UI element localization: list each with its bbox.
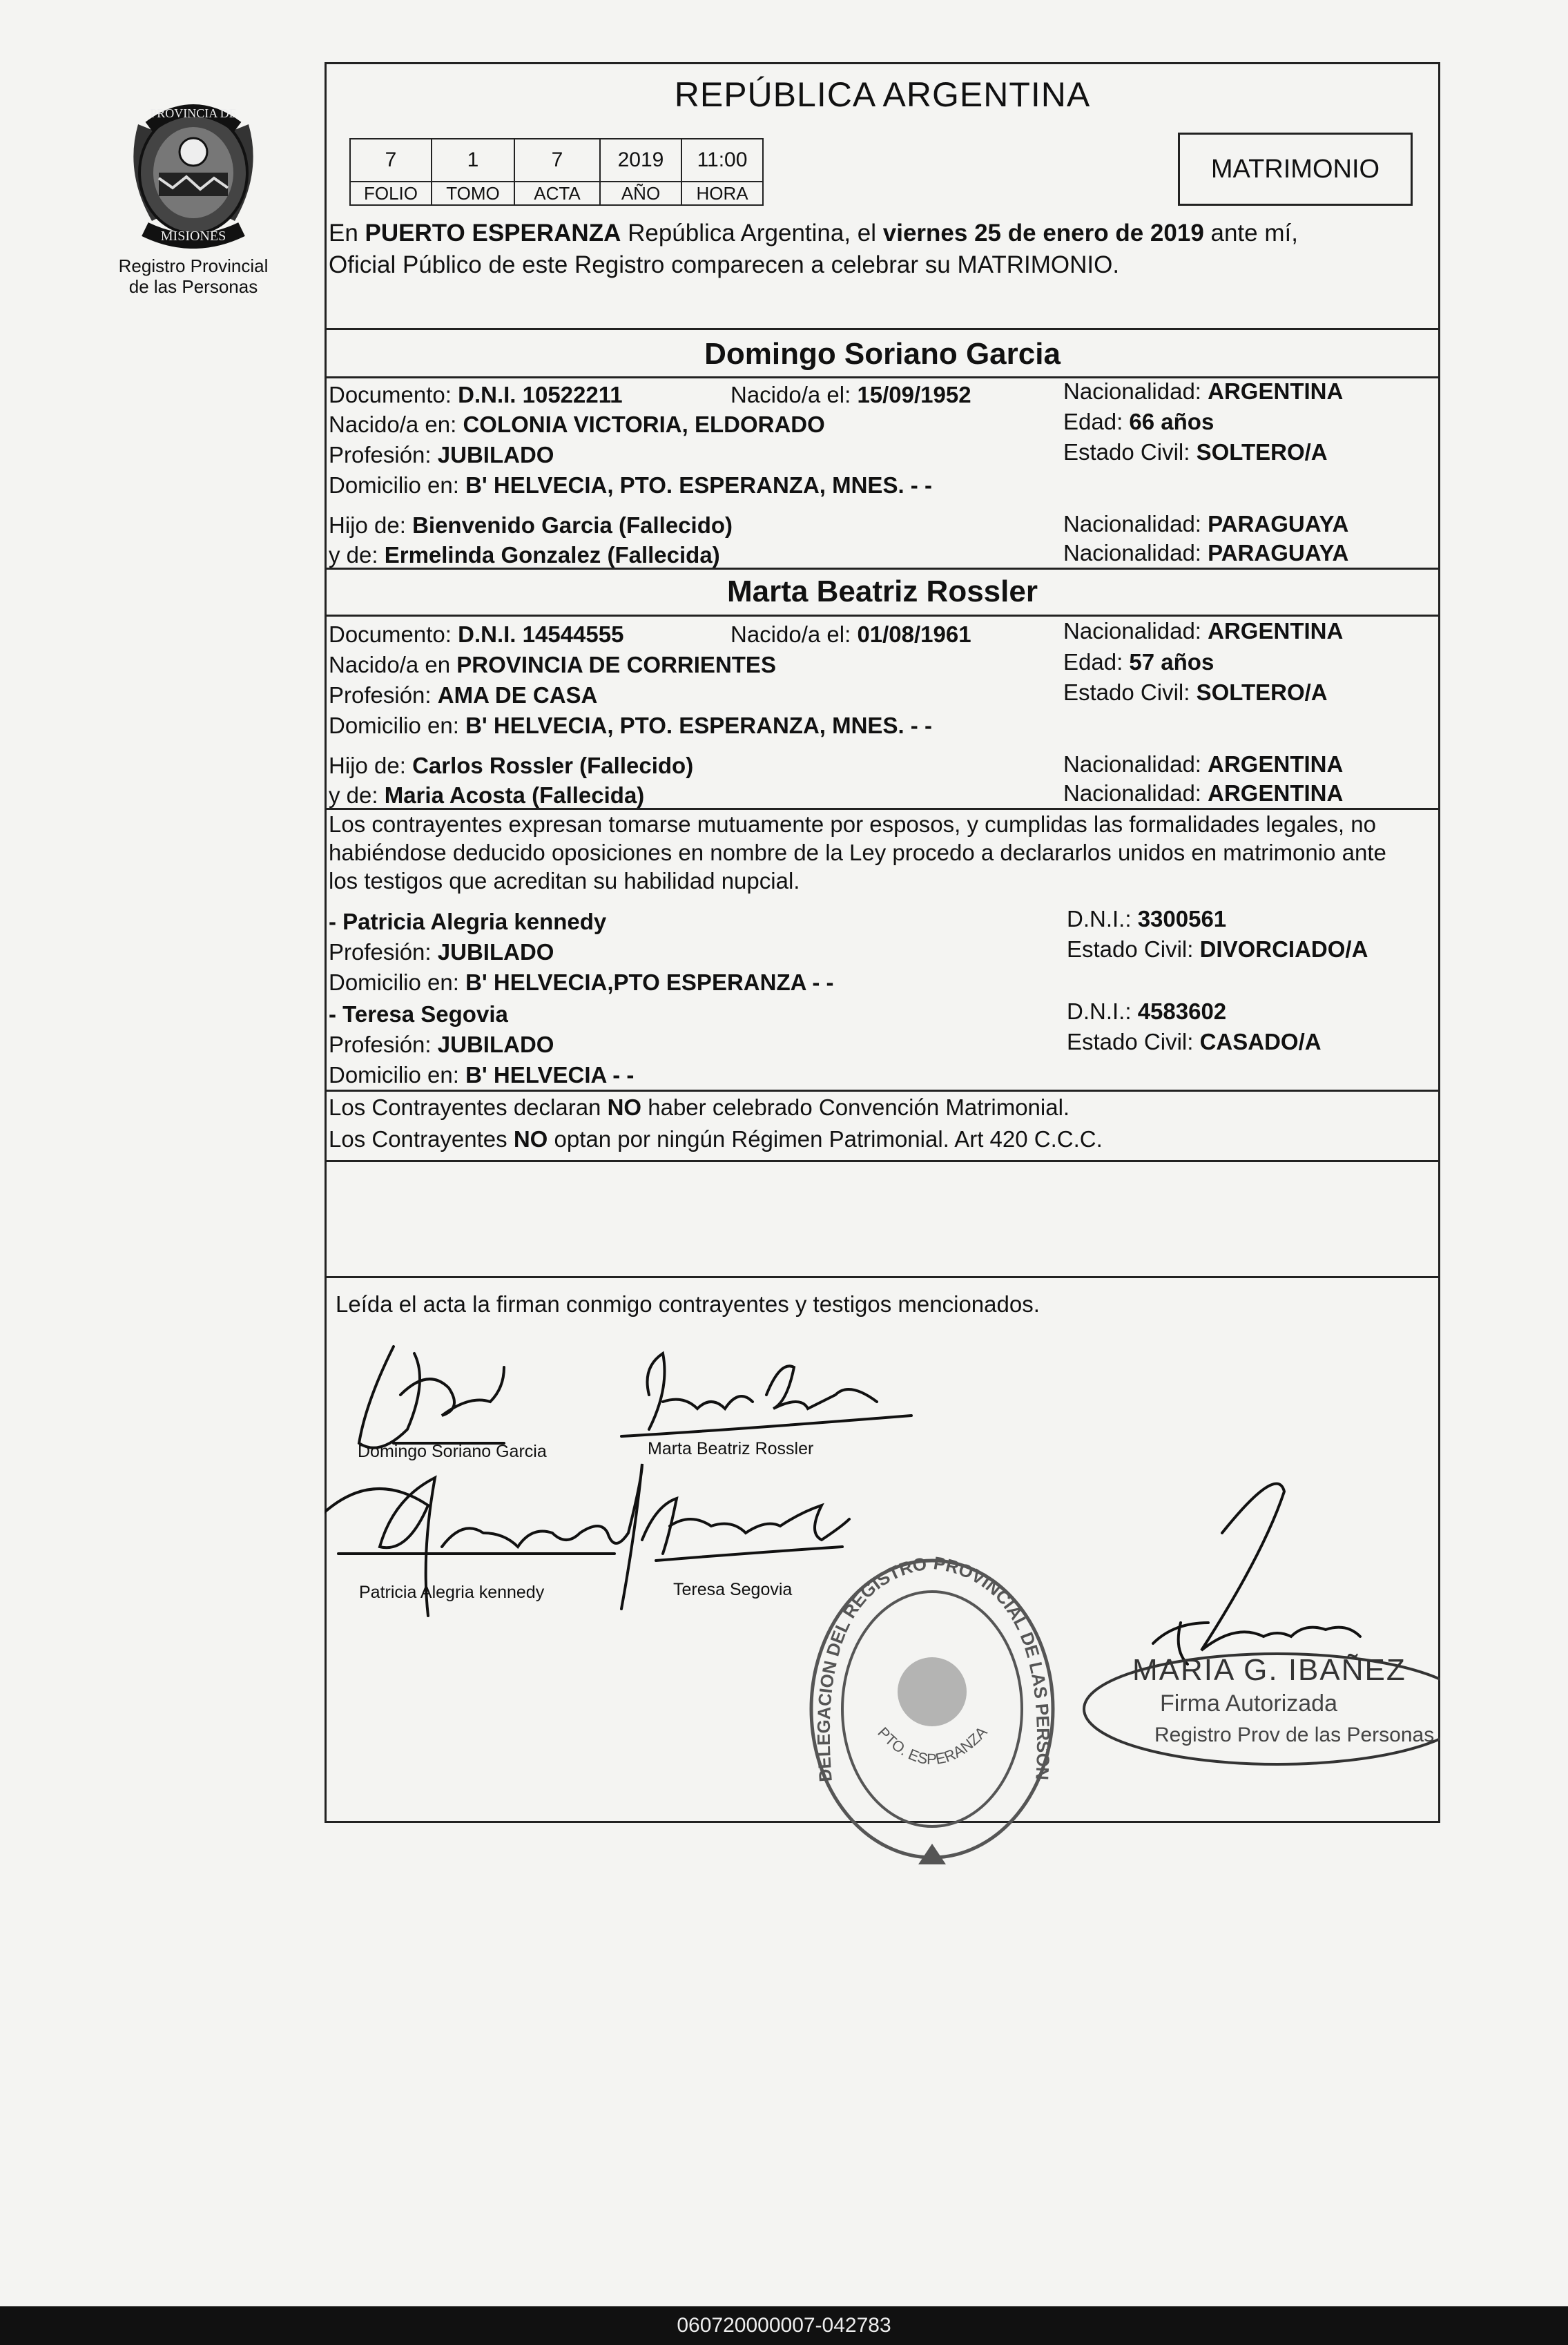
divider [325,615,1440,617]
witness1-profession: Profesión: JUBILADO [329,939,554,965]
witness1-domicile: Domicilio en: B' HELVECIA,PTO ESPERANZA - - [329,969,834,995]
hora-label: HORA [681,182,763,205]
official-name: MARIA G. IBAÑEZ [1132,1653,1406,1687]
spouse1-document: Documento: D.N.I. 10522211 [329,382,623,407]
witness2-domicile: Domicilio en: B' HELVECIA - - [329,1062,635,1088]
spouse2-mother-nationality: Nacionalidad: ARGENTINA [1063,780,1344,806]
ano-label: AÑO [600,182,681,205]
document-type-box: MATRIMONIO [1178,133,1413,206]
signature-label-witness1: Patricia Alegria kennedy [359,1583,545,1602]
tomo-value: 1 [432,139,514,182]
seal-inner-text: PTO. ESPERANZA [874,1723,991,1768]
misiones-coat-of-arms [110,97,276,252]
convention-statement: Los Contrayentes declaran NO haber celebrado Convención Matrimonial. [329,1094,1070,1120]
spouse2-birthplace: Nacido/a en PROVINCIA DE CORRIENTES [329,652,776,677]
logo-caption: Registro Provincial de las Personas [118,255,269,297]
hora-value: 11:00 [681,139,763,182]
witness2-dni: D.N.I.: 4583602 [1067,998,1227,1024]
spouse1-civil-status: Estado Civil: SOLTERO/A [1063,439,1328,465]
spouse2-father: Hijo de: Carlos Rossler (Fallecido) [329,753,694,778]
signature-label-witness2: Teresa Segovia [673,1580,793,1599]
spouse2-profession: Profesión: AMA DE CASA [329,682,598,708]
logo-ring-top: PROVINCIA DE [150,106,237,120]
spouse1-nationality: Nacionalidad: ARGENTINA [1063,378,1344,404]
spouse2-document: Documento: D.N.I. 14544555 [329,621,624,647]
logo-ring-bottom: MISIONES [160,229,226,244]
spouse2-mother: y de: Maria Acosta (Fallecida) [329,782,645,808]
signature-label-spouse2: Marta Beatriz Rossler [648,1439,814,1458]
spouse1-domicile: Domicilio en: B' HELVECIA, PTO. ESPERANZA, MNES. - - [329,472,932,498]
tomo-label: TOMO [432,182,514,205]
spouse2-father-nationality: Nacionalidad: ARGENTINA [1063,751,1344,777]
declaration-text: Los contrayentes expresan tomarse mutuamente por esposos, y cumplidas las formalidades legales, no habiéndose deducido oposiciones en nombre de la Ley procedo a declararlos unidos en matrimonio ante los testigos que acreditan su habilidad nupcial. [329,811,1386,894]
divider [325,1160,1440,1162]
signing-statement: Leída el acta la firman conmigo contrayentes y testigos mencionados. [336,1291,1040,1317]
witness1-civil-status: Estado Civil: DIVORCIADO/A [1067,936,1368,962]
folio-value: 7 [350,139,432,182]
spouse1-father: Hijo de: Bienvenido Garcia (Fallecido) [329,512,733,538]
spouse2-name: Marta Beatriz Rossler [727,575,1038,608]
svg-text:PTO. ESPERANZA [874,1723,990,1768]
spouse1-mother: y de: Ermelinda Gonzalez (Fallecida) [329,542,720,568]
ano-value: 2019 [600,139,681,182]
registry-round-seal [801,1554,1063,1882]
intro-text: En PUERTO ESPERANZA República Argentina, el viernes 25 de enero de 2019 ante mí, Oficial Público de este Registro comparecen a celebrar su MATRIMONIO. [329,220,1298,278]
divider [325,328,1440,330]
spouse2-age: Edad: 57 años [1063,649,1214,675]
divider [325,1276,1440,1278]
seal-text: DELEGACION DEL REGISTRO PROVINCIAL DE LAS PERSON [813,1554,1054,1783]
patrimonial-regime-statement: Los Contrayentes NO optan por ningún Régimen Patrimonial. Art 420 C.C.C. [329,1126,1103,1152]
official-organization: Registro Prov de las Personas [1154,1724,1435,1746]
spouse1-birthdate: Nacido/a el: 15/09/1952 [730,382,971,407]
spouse1-mother-nationality: Nacionalidad: PARAGUAYA [1063,540,1349,566]
spouse2-birthdate: Nacido/a el: 01/08/1961 [730,621,971,647]
spouse1-father-nationality: Nacionalidad: PARAGUAYA [1063,511,1349,537]
folio-label: FOLIO [350,182,432,205]
witness2-civil-status: Estado Civil: CASADO/A [1067,1029,1322,1054]
spouse1-birthplace: Nacido/a en: COLONIA VICTORIA, ELDORADO [329,412,825,437]
witness1-name: - Patricia Alegria kennedy [329,909,607,934]
divider [325,568,1440,570]
spouse2-nationality: Nacionalidad: ARGENTINA [1063,618,1344,644]
document-barcode-number: 060720000007-042783 [0,2306,1568,2345]
divider [325,1090,1440,1092]
witness1-dni: D.N.I.: 3300561 [1067,906,1227,932]
witness2-name: - Teresa Segovia [329,1001,508,1027]
witness2-profession: Profesión: JUBILADO [329,1032,554,1057]
acta-label: ACTA [514,182,600,205]
spouse2-domicile: Domicilio en: B' HELVECIA, PTO. ESPERANZA, MNES. - - [329,713,932,738]
reference-table [349,138,764,206]
acta-value: 7 [514,139,600,182]
spouse1-profession: Profesión: JUBILADO [329,442,554,467]
official-role: Firma Autorizada [1160,1690,1337,1717]
page-title: REPÚBLICA ARGENTINA [674,75,1091,114]
spouse1-name: Domingo Soriano Garcia [704,337,1061,371]
spouse1-age: Edad: 66 años [1063,409,1214,434]
spouse2-civil-status: Estado Civil: SOLTERO/A [1063,679,1328,705]
signature-label-spouse1: Domingo Soriano Garcia [358,1442,547,1461]
